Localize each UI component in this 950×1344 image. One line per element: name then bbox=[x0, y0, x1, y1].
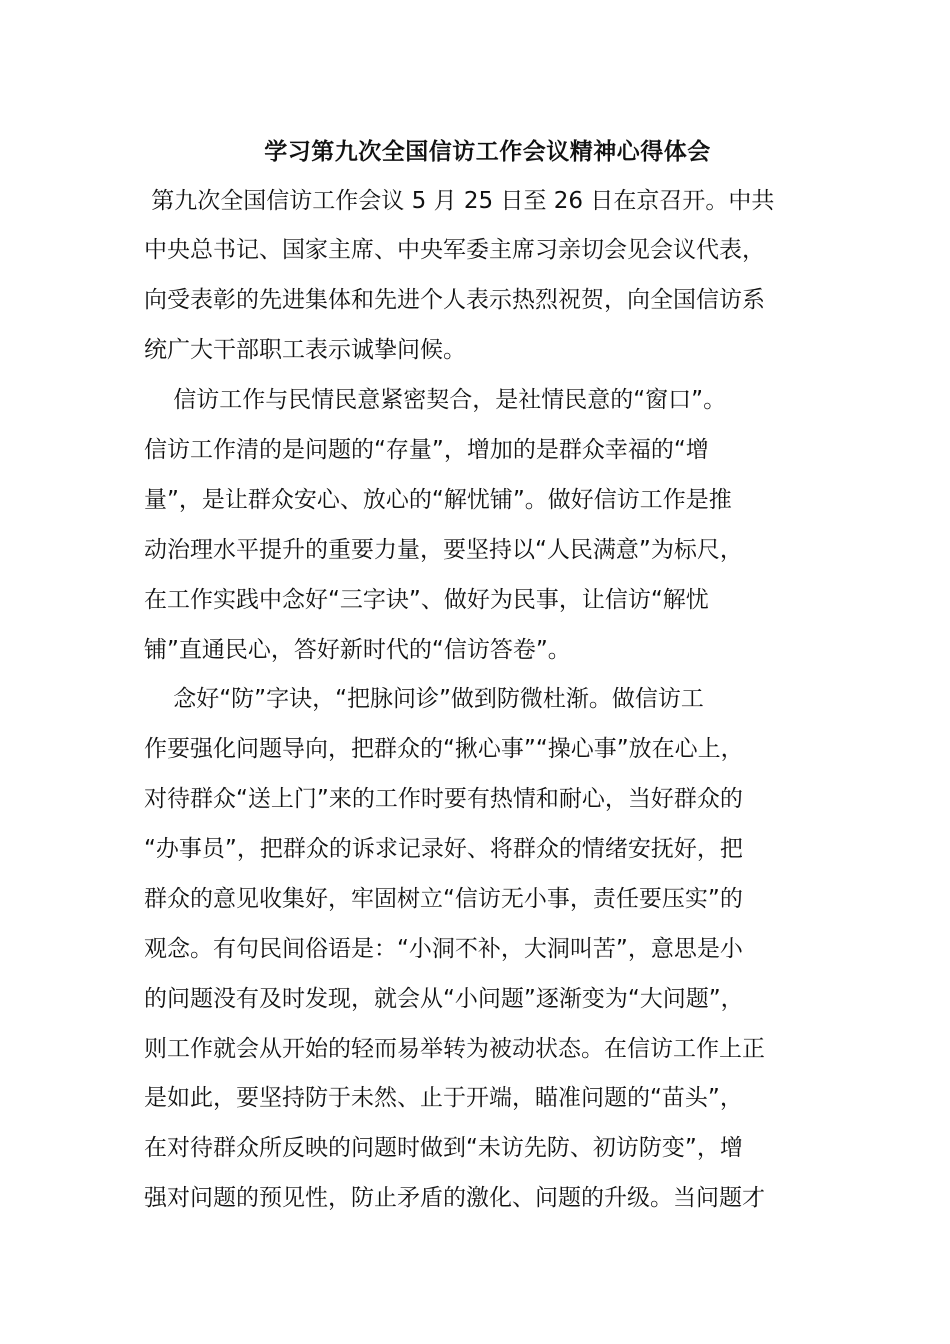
text-line: 信访工作与民情民意紧密契合，是社情民意的“窗口”。 bbox=[144, 387, 727, 413]
text-line: 群众的意见收集好，牢固树立“信访无小事，责任要压实”的 bbox=[144, 886, 743, 912]
text-line: 统广大干部职工表示诚挚问候。 bbox=[144, 337, 466, 363]
text-line: 中央总书记、国家主席、中央军委主席习亲切会见会议代表， bbox=[144, 237, 765, 263]
text-line: 强对问题的预见性，防止矛盾的激化、问题的升级。当问题才 bbox=[144, 1185, 765, 1211]
text-line: “办事员”，把群众的诉求记录好、将群众的情绪安抚好，把 bbox=[144, 836, 743, 862]
text-line: 观念。有句民间俗语是：“小洞不补，大洞叫苦”，意思是小 bbox=[144, 936, 743, 962]
text-line: 信访工作清的是问题的“存量”，增加的是群众幸福的“增 bbox=[144, 437, 709, 463]
text-line: 的问题没有及时发现，就会从“小问题”逐渐变为“大问题”， bbox=[144, 986, 744, 1012]
document-title: 学习第九次全国信访工作会议精神心得体会 bbox=[264, 139, 711, 165]
text-line: 是如此，要坚持防于未然、止于开端，瞄准问题的“苗头”， bbox=[144, 1085, 743, 1111]
text-line: 动治理水平提升的重要力量，要坚持以“人民满意”为标尺， bbox=[144, 537, 743, 563]
text-line: 在工作实践中念好“三字诀”、做好为民事，让信访“解忧 bbox=[144, 587, 709, 613]
text-line: 作要强化问题导向，把群众的“揪心事”“操心事”放在心上， bbox=[144, 736, 744, 762]
text-line: 对待群众“送上门”来的工作时要有热情和耐心，当好群众的 bbox=[144, 786, 743, 812]
text-line: 则工作就会从开始的轻而易举转为被动状态。在信访工作上正 bbox=[144, 1036, 765, 1062]
text-line: 量”，是让群众安心、放心的“解忧铺”。做好信访工作是推 bbox=[144, 487, 732, 513]
text-line: 第九次全国信访工作会议 5 月 25 日至 26 日在京召开。中共 bbox=[144, 188, 775, 214]
text-line: 在对待群众所反映的问题时做到“未访先防、初访防变”，增 bbox=[144, 1135, 743, 1161]
text-line: 向受表彰的先进集体和先进个人表示热烈祝贺，向全国信访系 bbox=[144, 287, 765, 313]
text-line: 铺”直通民心，答好新时代的“信访答卷”。 bbox=[144, 637, 571, 663]
text-line: 念好“防”字诀，“把脉问诊”做到防微杜渐。做信访工 bbox=[144, 686, 704, 712]
